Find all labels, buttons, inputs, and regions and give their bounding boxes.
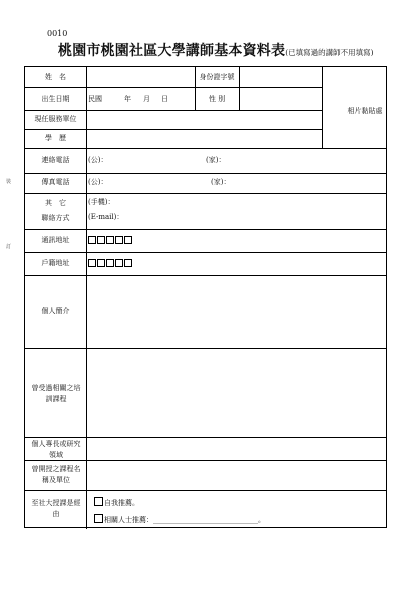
mobile: (手機)：: [88, 198, 115, 206]
fax-office: (公)：: [88, 178, 108, 186]
checkbox-self[interactable]: [94, 497, 103, 506]
form-code: 0010: [47, 29, 68, 38]
option-self-label: 自我推薦。: [104, 499, 139, 507]
label-registered-address: 戶籍地址: [41, 259, 70, 267]
label-id-number: 身份證字號: [199, 73, 235, 81]
phone-office: (公)：: [88, 156, 108, 164]
photo-placeholder: 相片黏貼處: [347, 107, 383, 115]
label-training: 曾受過相關之培訓課程: [31, 384, 81, 403]
label-courses-taught: 曾開授之課程名稱及單位: [31, 465, 81, 484]
label-contact-method: 聯絡方式: [41, 214, 70, 222]
binding-mark-bottom: 訂: [6, 244, 12, 250]
label-bio: 個人簡介: [41, 307, 70, 315]
option-self[interactable]: [94, 497, 139, 508]
label-expertise: 個人專長或研究領域: [31, 440, 81, 459]
title-main: 桃園市桃園社區大學講師基本資料表: [58, 43, 286, 59]
birthdate-era: 民國: [88, 95, 102, 103]
birthdate-year: 年: [124, 95, 131, 103]
form-table: [24, 66, 387, 528]
label-name: 姓 名: [45, 73, 66, 81]
label-fax: 傳真電話: [41, 178, 70, 186]
binding-mark-top: 裝: [6, 179, 12, 185]
phone-home: (家)：: [206, 156, 226, 164]
referral-blank[interactable]: ______________________________。: [153, 516, 265, 524]
birthdate-day: 日: [161, 95, 168, 103]
label-birthdate: 出生日期: [41, 95, 70, 103]
title-note: (已填寫過的講師不用填寫): [285, 48, 374, 57]
label-current-employer: 現任服務單位: [34, 115, 77, 123]
checkbox-referral[interactable]: [94, 514, 103, 523]
label-gender: 性 別: [208, 95, 226, 103]
postal-code-boxes-registered: [88, 259, 133, 269]
option-referral[interactable]: [94, 514, 265, 525]
label-other-contact: 其 它: [45, 199, 66, 207]
email: (E-mail)：: [88, 213, 124, 221]
fax-home: (家)：: [211, 178, 231, 186]
label-phone: 連絡電話: [41, 156, 70, 164]
birthdate-month: 月: [143, 95, 150, 103]
label-mailing-address: 通訊地址: [41, 236, 70, 244]
label-recommendation: 至社大授課是經由: [31, 499, 81, 518]
option-referral-label: 相關人士推薦：: [104, 516, 153, 524]
page-title: [58, 40, 398, 60]
label-education: 學 歷: [45, 134, 66, 142]
postal-code-boxes-mailing: [88, 236, 133, 246]
